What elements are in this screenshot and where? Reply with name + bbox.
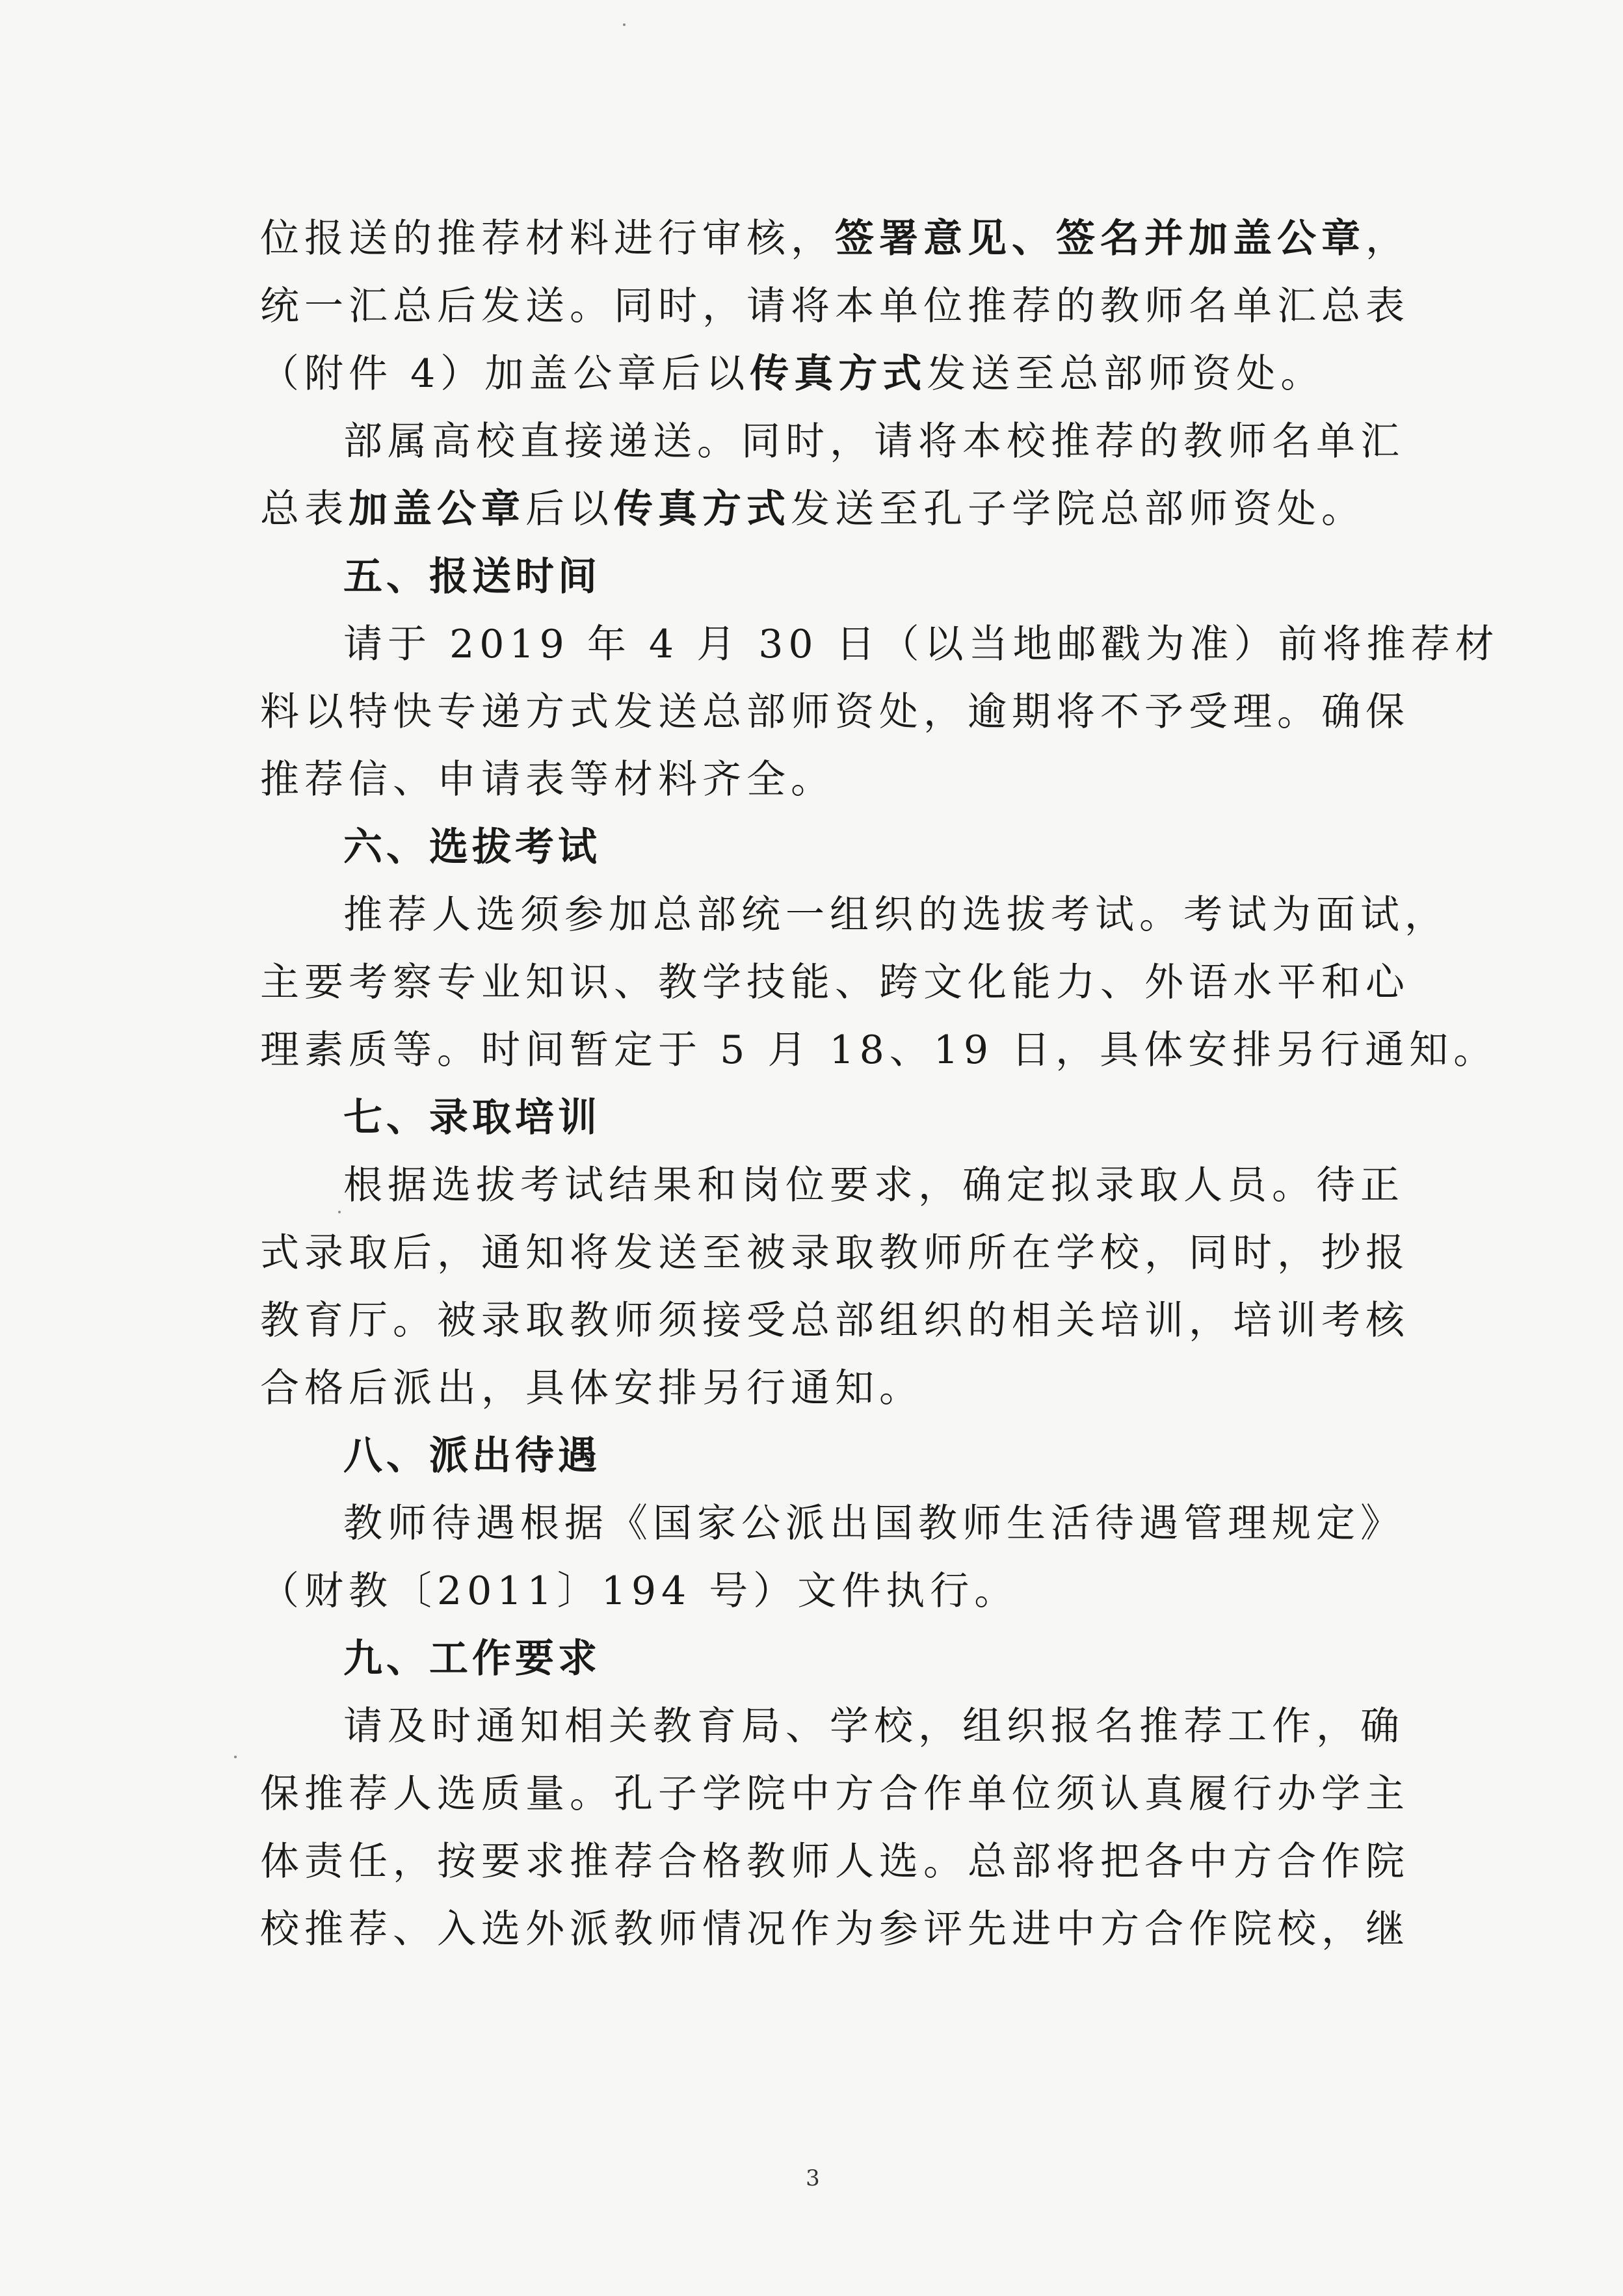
body-line: 式录取后，通知将发送至被录取教师所在学校，同时，抄报 [260,1230,1410,1276]
body-line: 教育厅。被录取教师须接受总部组织的相关培训，培训考核 [260,1298,1410,1343]
bold-text-segment: 传真方式 [614,486,791,532]
body-line [260,475,1366,543]
text-segment: 统一汇总后发送。同时，请将本单位推荐的教师名单汇总表 [260,284,1410,329]
body-line: 根据选拔考试结果和岗位要求，确定拟录取人员。待正 [343,1163,1405,1208]
body-line: 推荐人选须参加总部统一组织的选拔考试。考试为面试， [343,892,1449,938]
text-segment: （附件 4）加盖公章后以 [260,351,750,397]
body-line: （财教〔2011〕194 号）文件执行。 [260,1568,1019,1614]
scan-speck [234,1756,237,1758]
section-heading-work-requirements: 九、工作要求 [343,1636,601,1682]
scan-speck [623,23,626,26]
body-line [260,340,1366,408]
section-heading-selection-exam: 六、选拔考试 [343,825,601,870]
bold-text-segment: 加盖公章 [349,486,525,532]
body-line: 体责任，按要求推荐合格教师人选。总部将把各中方合作院 [260,1839,1410,1884]
bold-text-segment: 传真方式 [750,351,927,397]
body-line: 推荐信、申请表等材料齐全。 [260,757,835,802]
bold-text-segment: 签署意见、签名并加盖公章 [835,216,1366,261]
text-segment: 发送至孔子学院总部师资处。 [791,486,1366,532]
body-line: 合格后派出，具体安排另行通知。 [260,1366,923,1411]
body-line [260,408,1405,475]
body-line: 理素质等。时间暂定于 5 月 18、19 日，具体安排另行通知。 [260,1027,1498,1073]
body-line: 请及时通知相关教育局、学校，组织报名推荐工作，确 [343,1704,1405,1749]
body-line [260,272,1410,340]
body-line [260,205,1410,272]
section-heading-submission-time: 五、报送时间 [343,554,601,600]
text-segment: 发送至总部师资处。 [927,351,1325,397]
text-segment: 后以 [525,486,614,532]
text-segment: 部属高校直接递送。同时，请将本校推荐的教师名单汇 [343,419,1405,464]
scan-speck [338,1211,341,1213]
body-line: 料以特快专递方式发送总部师资处，逾期将不予受理。确保 [260,689,1410,735]
body-line: 保推荐人选质量。孔子学院中方合作单位须认真履行办学主 [260,1771,1410,1817]
body-line: 校推荐、入选外派教师情况作为参评先进中方合作院校，继 [260,1907,1410,1952]
text-segment: 总表 [260,486,349,532]
text-segment: ， [1366,216,1410,261]
section-heading-benefits: 八、派出待遇 [343,1433,601,1479]
document-body [260,205,1499,1963]
page-number: 3 [806,2165,820,2191]
body-line: 请于 2019 年 4 月 30 日（以当地邮戳为准）前将推荐材 [343,622,1499,667]
body-line: 主要考察专业知识、教学技能、跨文化能力、外语水平和心 [260,960,1410,1005]
section-heading-admission-training: 七、录取培训 [343,1095,601,1141]
body-line: 教师待遇根据《国家公派出国教师生活待遇管理规定》 [343,1501,1405,1546]
text-segment: 位报送的推荐材料进行审核， [260,216,835,261]
